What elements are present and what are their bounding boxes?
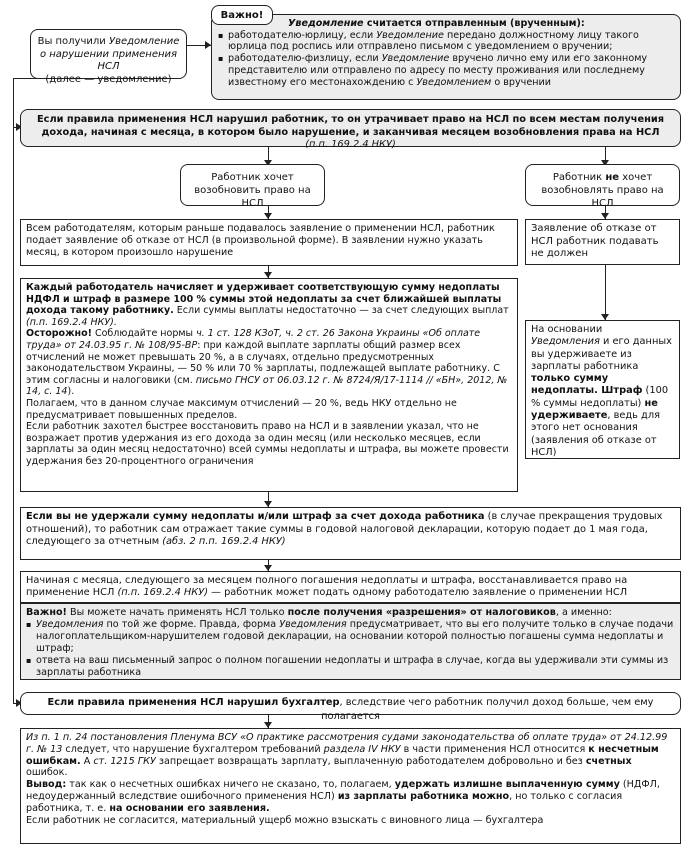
accountant-text: , вследствие чего работник получил доход больше, чем ему полагается	[321, 697, 654, 722]
sent-b2-post: о вручении	[491, 76, 551, 88]
final-conclusion: Вывод:	[26, 779, 67, 791]
final-t9: Если работник не согласится, материальный ущерб можно взыскать с виновного лица — бухгалтера	[26, 814, 544, 826]
nw-t2: и его данных вы удерживаете из зарплаты работника	[531, 336, 672, 372]
final-b4: удержать излишне выплаченную сумму	[394, 779, 620, 791]
withhold-p1-bold: Каждый работодатель начисляет и удерживает соответствующую сумму недоплаты НДФЛ и штраф в размере 100 % суммы этой недоплаты за счет ближайшей выплаты дохода такому работнику.	[26, 282, 502, 317]
sent-heading-italic: Уведомление	[288, 18, 364, 29]
important-tag-front-label: Важно!	[220, 10, 264, 21]
notice-line2: о нарушении применения НСЛ	[39, 48, 178, 72]
sent-b2-mid: вручено лично ему или его законному представителю или отправлено по адресу по месту проживания или последнему известному его местонахождению с	[228, 53, 648, 88]
final-t3: А	[80, 755, 94, 767]
sent-box	[211, 14, 681, 100]
not-wants-bold: не	[605, 172, 620, 183]
not-withhold-box	[525, 320, 680, 459]
withhold-box	[20, 278, 518, 492]
nw-b3: не удерживаете	[531, 397, 658, 422]
sent-b1-post: передано должностному лицу такого юрлица под роспись или отправлено письмом с уведомлением о вручении;	[228, 29, 639, 53]
sent-b2-it: Уведомление	[381, 53, 450, 65]
nw-b2: Штраф	[597, 385, 643, 397]
withhold-p2-ref2: письмо ГНСУ от 06.03.12 г. № 8724/Я/17-1114 // «БН», 2012, № 14, с. 14	[26, 374, 508, 398]
wants-text: Работник хочет возобновить право на НСЛ	[194, 172, 311, 209]
important-tag-front	[211, 5, 273, 25]
sent-heading-rest: считается отправленным (врученным):	[363, 18, 585, 29]
permission-l1-it: Уведомления	[36, 618, 104, 630]
permission-t2: , а именно:	[555, 607, 612, 618]
accountant-box	[20, 692, 681, 722]
sent-b1-it: Уведомление	[376, 29, 444, 41]
permission-l1-t1: по той же форме. Правда, форма	[103, 618, 280, 630]
final-b1: к несчетным ошибкам.	[26, 743, 659, 767]
restore-t2: — работник может подать одному работодателю заявление о применении НСЛ	[208, 587, 628, 599]
restore-box	[20, 571, 681, 603]
final-b5: из зарплаты работника можно	[337, 790, 510, 802]
connector-notice-down	[13, 78, 37, 79]
no-refusal-box	[525, 219, 680, 265]
nw-it1: Уведомления	[531, 336, 600, 348]
refusal-box	[20, 219, 518, 266]
withhold-p1-rest: Если суммы выплаты недостаточно — за счет следующих выплат	[173, 305, 509, 317]
final-t2: в части применения НСЛ относится	[400, 743, 589, 755]
final-t8: , но только с согласия работника, т. е.	[26, 790, 623, 814]
permission-l2: ▪ ответа на ваш письменный запрос о полном погашении недоплаты и штрафа в случае, когда вы удерживали эти суммы из зарплаты работника	[26, 655, 675, 679]
not-held-text: (в случае прекращения трудовых отношений), то работник сам отражает такие суммы в годовой налоговой декларации, которую подает до 1 мая года, следующего за отчетным	[26, 511, 663, 547]
sent-b1-pre: работодателю-юрлицу, если	[228, 29, 377, 41]
refusal-text: Всем работодателям, которым раньше подавалось заявление о применении НСЛ, работник подает заявление об отказе от НСЛ (в произвольной форме). В заявлении нужно указать месяц, в котором произошло нарушение	[26, 223, 495, 258]
notice-line1-italic: Уведомление	[108, 36, 180, 47]
nw-b1: только сумму недоплаты.	[531, 373, 609, 397]
withhold-p2-t1: Соблюдайте нормы	[91, 328, 197, 340]
permission-b2: после получения «разрешения» от налоговиков	[287, 607, 556, 618]
not-wants-box	[525, 164, 680, 209]
final-b6: на основании его заявления.	[109, 802, 270, 814]
not-wants-pre: Работник	[552, 172, 606, 183]
withhold-p2-t2: : при каждой выплате зарплаты общий размер всех отчислений не может превышать 20 %, а в случаях, отдельно предусмотренных законодательством Украины, — 50 % или 70 % зарплаты, подлежащей выплате работнику. С этим согласны и налоговики (см.	[26, 339, 500, 386]
no-refusal-text: Заявление об отказе от НСЛ работник подавать не должен	[531, 223, 659, 259]
wants-box	[180, 164, 325, 209]
connector-main-vertical	[13, 78, 14, 704]
not-held-bold: Если вы не удержали сумму недоплаты и/или штраф за счет дохода работника	[26, 511, 485, 522]
permission-l1-it2: Уведомления	[279, 618, 347, 630]
final-b2: счетных	[585, 755, 632, 767]
worker-violation-bold: Если правила применения НСЛ нарушил работник	[36, 114, 325, 125]
nw-t1: На основании	[531, 324, 603, 335]
connector-norefusal-notwithhold	[605, 264, 606, 320]
withhold-p1-ref: (п.п. 169.2.4 НКУ).	[26, 316, 117, 328]
restore-ref: (п.п. 169.2.4 НКУ)	[117, 587, 209, 599]
final-it1: Из п. 1 п. 24 постановления Пленума ВСУ «О практике рассмотрения судами законодательства об оплате труда» от 24.12.99 г. № 13	[26, 732, 668, 755]
permission-box	[20, 603, 681, 680]
final-it2: раздела IV НКУ	[323, 743, 401, 755]
permission-t1: Вы можете начать применять НСЛ только	[66, 607, 288, 618]
final-t5: ошибок.	[26, 767, 68, 779]
withhold-p3: Полагаем, что в данном случае максимум отчислений — 20 %, ведь НКУ отдельно не предусматривает повышенных пределов.	[26, 397, 457, 421]
worker-violation-text: , то он утрачивает право на НСЛ по всем местам получения дохода, начиная с месяца, в котором было нарушение, и заканчивая месяцем возобновления права на НСЛ	[41, 114, 665, 138]
sent-b2-it2: Уведомлением	[416, 76, 492, 88]
permission-l1-t2: предусматривает, что вы его получите только в случае подачи налогоплательщиком-нарушителем годовой декларации, на основании которой полностью погашены сумма недоплаты и штраф;	[36, 618, 674, 654]
not-wants-post: хочет возобновлять право на НСЛ	[541, 172, 664, 209]
final-t1: следует, что нарушение бухгалтером требований	[62, 743, 324, 755]
sent-b2-pre: работодателю-физлицу, если	[228, 53, 382, 65]
worker-violation-ref: (п.п. 169.2.4 НКУ)	[305, 139, 396, 150]
final-t6: так как о несчетных ошибках ничего не сказано, то, полагаем,	[66, 779, 395, 791]
notice-line3: (далее — уведомление)	[45, 73, 172, 85]
withhold-p4: Если работник захотел быстрее восстановить право на НСЛ и в заявлении указал, что не возражает против удержания из его дохода за один месяц (или несколько месяцев, если зарплаты за один месяц недостаточно) всей суммы недоплаты и штрафа, вы можете провести удержания без 20-процентного ограничения	[26, 421, 509, 467]
worker-violation-box	[20, 109, 681, 150]
withhold-caution: Осторожно!	[26, 328, 92, 340]
permission-important: Важно!	[26, 607, 67, 618]
notice-box	[30, 29, 187, 85]
not-held-ref: (абз. 2 п.п. 169.2.4 НКУ)	[162, 536, 286, 547]
nw-t4: , ведь для этого нет основания (заявления об отказе от НСЛ)	[531, 410, 660, 458]
withhold-p2-t3: ).	[67, 386, 75, 398]
final-box	[20, 728, 681, 844]
withhold-p2-ref1: ч. 1 ст. 128 КЗоТ, ч. 2 ст. 26 Закона Украины «Об оплате труда» от 24.03.95 г. № 108/95-ВР	[26, 328, 481, 351]
not-held-box	[20, 507, 681, 560]
accountant-bold: Если правила применения НСЛ нарушил бухгалтер	[47, 697, 340, 708]
restore-t1: Начиная с месяца, следующего за месяцем полного погашения недоплаты и штрафа, восстанавливается право на применение НСЛ	[26, 575, 628, 599]
notice-line1: Вы получили	[37, 36, 106, 47]
nw-t3: (100 % суммы недоплаты)	[531, 385, 669, 409]
final-t4: запрещает возвращать зарплату, выплаченную работодателем добровольно и без	[155, 755, 586, 767]
final-t7: (НДФЛ, недоудержанный вследствие ошибочного применения НСЛ)	[26, 779, 660, 802]
final-it3: ст. 1215 ГКУ	[93, 755, 156, 767]
